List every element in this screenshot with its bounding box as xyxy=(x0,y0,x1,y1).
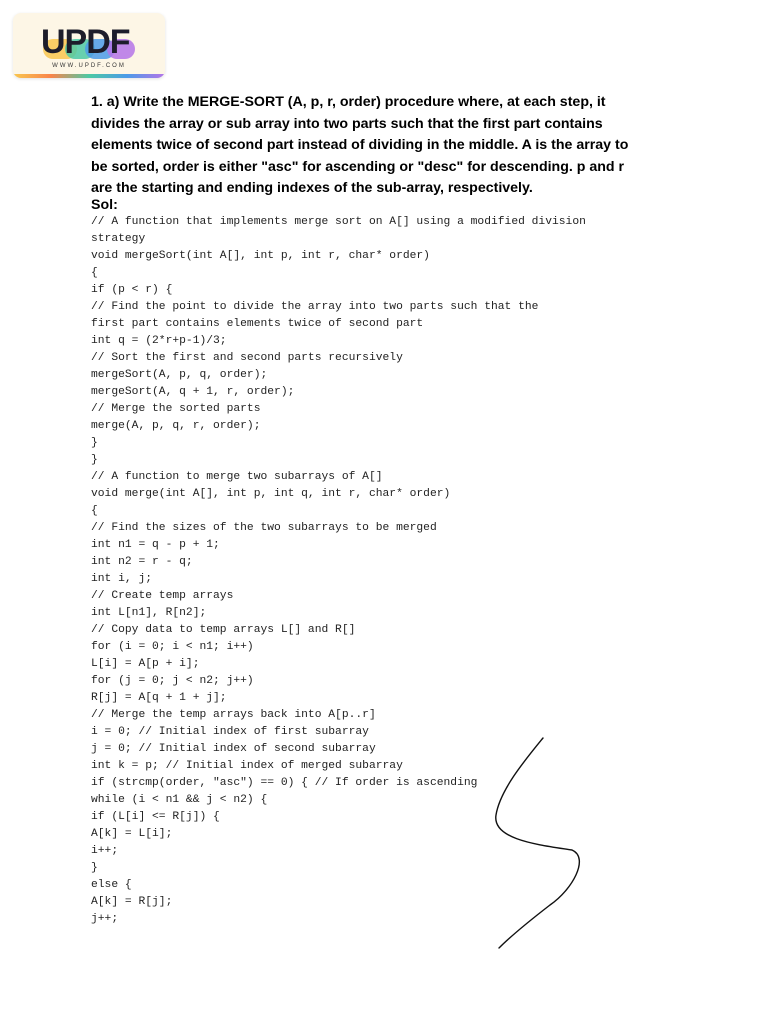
code-line: int i, j; xyxy=(91,573,153,585)
code-block xyxy=(91,214,586,928)
code-line: } xyxy=(91,862,98,874)
code-line: mergeSort(A, q + 1, r, order); xyxy=(91,386,295,398)
code-line: } xyxy=(91,437,98,449)
code-line: for (i = 0; i < n1; i++) xyxy=(91,641,254,653)
logo-brand-text: UPDF xyxy=(41,23,130,61)
code-line: merge(A, p, q, r, order); xyxy=(91,420,261,432)
code-line: int k = p; // Initial index of merged subarray xyxy=(91,760,403,772)
code-line: j = 0; // Initial index of second subarray xyxy=(91,743,376,755)
code-line: A[k] = R[j]; xyxy=(91,896,173,908)
question-line: elements twice of second part instead of dividing in the middle. A is the array to xyxy=(91,137,629,153)
code-line: int L[n1], R[n2]; xyxy=(91,607,207,619)
question-line: are the starting and ending indexes of the sub-array, respectively. xyxy=(91,180,533,196)
code-line: if (p < r) { xyxy=(91,284,173,296)
code-line: R[j] = A[q + 1 + j]; xyxy=(91,692,227,704)
code-line: j++; xyxy=(91,913,119,925)
logo-gradient-bar xyxy=(13,74,165,78)
code-line: while (i < n1 && j < n2) { xyxy=(91,794,268,806)
question-line: divides the array or sub array into two parts such that the first part contains xyxy=(91,115,603,132)
code-line: // Find the sizes of the two subarrays to be merged xyxy=(91,522,437,534)
question-line: 1. a) Write the MERGE-SORT (A, p, r, order) procedure where, at each step, it xyxy=(91,94,606,110)
code-line: // Sort the first and second parts recursively xyxy=(91,352,403,364)
code-line: } xyxy=(91,454,98,466)
question-line: be sorted, order is either "asc" for ascending or "desc" for descending. p and r xyxy=(91,158,625,175)
code-line: if (strcmp(order, "asc") == 0) { // If order is ascending xyxy=(91,777,478,789)
code-line: for (j = 0; j < n2; j++) xyxy=(91,675,254,687)
code-line: i++; xyxy=(91,845,119,857)
question-text xyxy=(91,92,671,200)
code-line: A[k] = L[i]; xyxy=(91,828,173,840)
code-line: // Merge the temp arrays back into A[p..r] xyxy=(91,709,376,721)
code-line: int q = (2*r+p-1)/3; xyxy=(91,335,227,347)
code-line: // Create temp arrays xyxy=(91,590,234,602)
code-line: int n2 = r - q; xyxy=(91,556,193,568)
logo-url: WWW.UPDF.COM xyxy=(52,63,126,69)
code-line: mergeSort(A, p, q, order); xyxy=(91,369,268,381)
code-line: L[i] = A[p + i]; xyxy=(91,658,200,670)
code-line: first part contains elements twice of second part xyxy=(91,318,424,330)
code-line: // Copy data to temp arrays L[] and R[] xyxy=(91,624,356,636)
code-line: // A function to merge two subarrays of A[] xyxy=(91,471,383,483)
code-line: // A function that implements merge sort on A[] using a modified division xyxy=(91,216,586,228)
code-line: // Merge the sorted parts xyxy=(91,403,261,415)
code-line: int n1 = q - p + 1; xyxy=(91,539,220,551)
solution-label: Sol: xyxy=(91,197,118,213)
code-line: void merge(int A[], int p, int q, int r, char* order) xyxy=(91,488,451,500)
code-line: else { xyxy=(91,879,132,891)
code-line: i = 0; // Initial index of first subarray xyxy=(91,726,369,738)
code-line: void mergeSort(int A[], int p, int r, char* order) xyxy=(91,250,430,262)
code-line: strategy xyxy=(91,233,146,245)
code-line: { xyxy=(91,267,98,279)
code-line: if (L[i] <= R[j]) { xyxy=(91,811,220,823)
code-line: // Find the point to divide the array into two parts such that the xyxy=(91,301,539,313)
code-line: { xyxy=(91,505,98,517)
updf-logo xyxy=(13,13,165,78)
